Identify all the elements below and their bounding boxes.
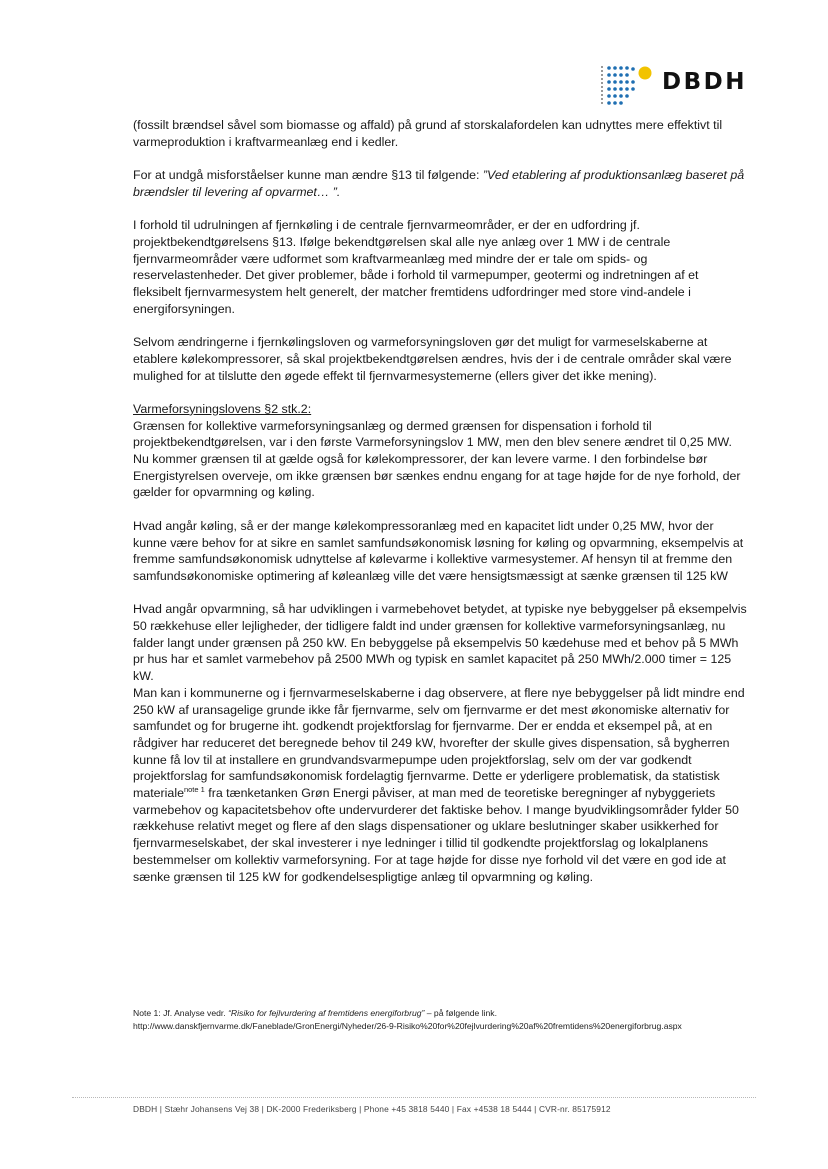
footnote — [133, 1007, 748, 1033]
page-footer: DBDH | Stæhr Johansens Vej 38 | DK-2000 Frederiksberg | Phone +45 3818 5440 | Fax +4538 18 5444 | CVR-nr. 85175912 — [133, 1104, 611, 1114]
logo-wordmark: DBDH — [662, 69, 747, 95]
footnote-marker: note 1 — [183, 785, 205, 795]
paragraph-6: Hvad angår køling, så er der mange kølekompressoranlæg med en kapacitet lidt under 0,25 MW, hvor der kunne være behov for at sikre en samlet samfundsøkonomisk løsning for køling og opvarmning, eksempelvis at fremme samfundsøkonomisk udnyttelse af kølevarme i kollektive varmesystemer. Af hensyn til at fremme den samfundsøkonomiske optimering af køleanlæg ville det være hensigtsmæssigt at sænke grænsen til 125 kW — [133, 518, 744, 583]
section-heading: Varmeforsyningslovens §2 stk.2: — [133, 401, 312, 416]
paragraph-1: (fossilt brændsel såvel som biomasse og affald) på grund af storskalafordelen kan udnyttes mere effektivt til varmeproduktion i kraftvarmeanlæg end i kedler. — [133, 118, 723, 149]
footnote-title: “Risiko for fejlvurdering af fremtidens energiforbrug” — [228, 1008, 425, 1018]
paragraph-4: Selvom ændringerne i fjernkølingsloven og varmeforsyningsloven gør det muligt for varmeselskaberne at etablere kølekompressorer, så skal projektbekendtgørelsen ændres, hvis der i de centrale områder skal være mulighed for at tilslutte den øgede effekt til fjernvarmesystemerne (ellers giver det ikke mening). — [133, 335, 732, 383]
paragraph-8 — [133, 685, 748, 885]
paragraph-2 — [133, 167, 748, 200]
footnote-prefix: Note 1: Jf. Analyse vedr. — [133, 1008, 229, 1018]
footnote-suffix: – på følgende link. — [424, 1008, 497, 1018]
document-body — [133, 117, 748, 902]
footer-divider — [72, 1097, 756, 1098]
paragraph-2-quote: ”Ved etablering af produktionsanlæg baseret på brændsler til levering af opvarmet… ”. — [133, 168, 745, 199]
paragraph-8-text-a: Man kan i kommunerne og i fjernvarmeselskaberne i dag observere, at flere nye bebyggelser på lidt mindre end 250 kW af uransagelige grunde ikke får fjernvarme, selv om fjernvarme er det mest økonomiske alternativ for samfundet og for brugerne iht. godkendt projektforslag for fjernvarme. Der er endda et eksempel på, at en rådgiver har reduceret det beregnede behov til 249 kW, hvorefter der skulle gives dispensation, så bygherren kunne få lov til at installere en grundvandsvarmepumpe uden projektforslag, selv om der var godkendt projektforslag for samfundsøkonomisk fordelagtig fjernvarme. Dette er yderligere problematisk, da statistisk materiale — [133, 685, 745, 801]
paragraph-8-text-b: fra tænketanken Grøn Energi påviser, at man med de teoretiske beregninger af nybyggeriets varmebehov og kapacitetsbehov ofte undervurderer det faktiske behov. I mange byudviklingsområder fylder 50 rækkehuse relativt meget og flere af den slags dispensationer og uklare beslutninger skaber usikkerhed for fjernvarmeselskabet, der skal investerer i nye ledninger i tillid til godkendte projektforslag og lokalplanens bestemmelser om kollektiv varmeforsyning. For at tage højde for disse nye forhold vil det være en god ide at sænke grænsen til 125 kW for godkendelsespligtige anlæg til opvarmning og køling. — [133, 786, 739, 884]
logo-dots-icon — [600, 64, 660, 108]
paragraph-2-text: For at undgå misforståelser kunne man ændre §13 til følgende: — [133, 168, 483, 183]
paragraph-3: I forhold til udrulningen af fjernkøling i de centrale fjernvarmeområder, er der en udfordring jf. projektbekendtgørelsens §13. Ifølge bekendtgørelsen skal alle nye anlæg over 1 MW i de centrale fjernvarmeområder være udformet som kraftvarmeanlæg med mindre der er tale om spids- og reservelastenheder. Det giver problemer, både i forhold til varmepumper, geotermi og indretningen af et fleksibelt fjernvarmesystem helt generelt, der matcher fremtidens udfordringer med store vind-andele i energiforsyningen. — [133, 218, 699, 316]
dbdh-logo — [600, 64, 750, 108]
footnote-link[interactable]: http://www.danskfjernvarme.dk/Faneblade/GronEnergi/Nyheder/26-9-Risiko%20for%20fejlvurdering%20af%20fremtidens%20energiforbrug.aspx — [133, 1020, 682, 1031]
paragraph-7: Hvad angår opvarmning, så har udviklingen i varmebehovet betydet, at typiske nye bebyggelser på eksempelvis 50 rækkehuse eller lejligheder, der tidligere faldt ind under grænsen for kollektive varmeforsyningsanlæg, nu falder langt under grænsen på 250 kW. En bebyggelse på eksempelvis 50 kædehuse med et behov på 5 MWh pr hus har et samlet varmebehov på 2500 MWh og typisk en samlet kapacitet på 250 MWh/2.000 timer = 125 kW. — [133, 602, 747, 684]
paragraph-5: Grænsen for kollektive varmeforsyningsanlæg og dermed grænsen for dispensation i forhold til projektbekendtgørelsen, var i den første Varmeforsyningslov 1 MW, men den blev senere ændret til 0,25 MW. Nu kommer grænsen til at gælde også for kølekompressorer, der kan levere varme. I den forbindelse bør Energistyrelsen overveje, om ikke grænsen bør sænkes endnu engang for at tage højde for de nye forhold, der gælder for opvarmning og køling. — [133, 418, 741, 500]
